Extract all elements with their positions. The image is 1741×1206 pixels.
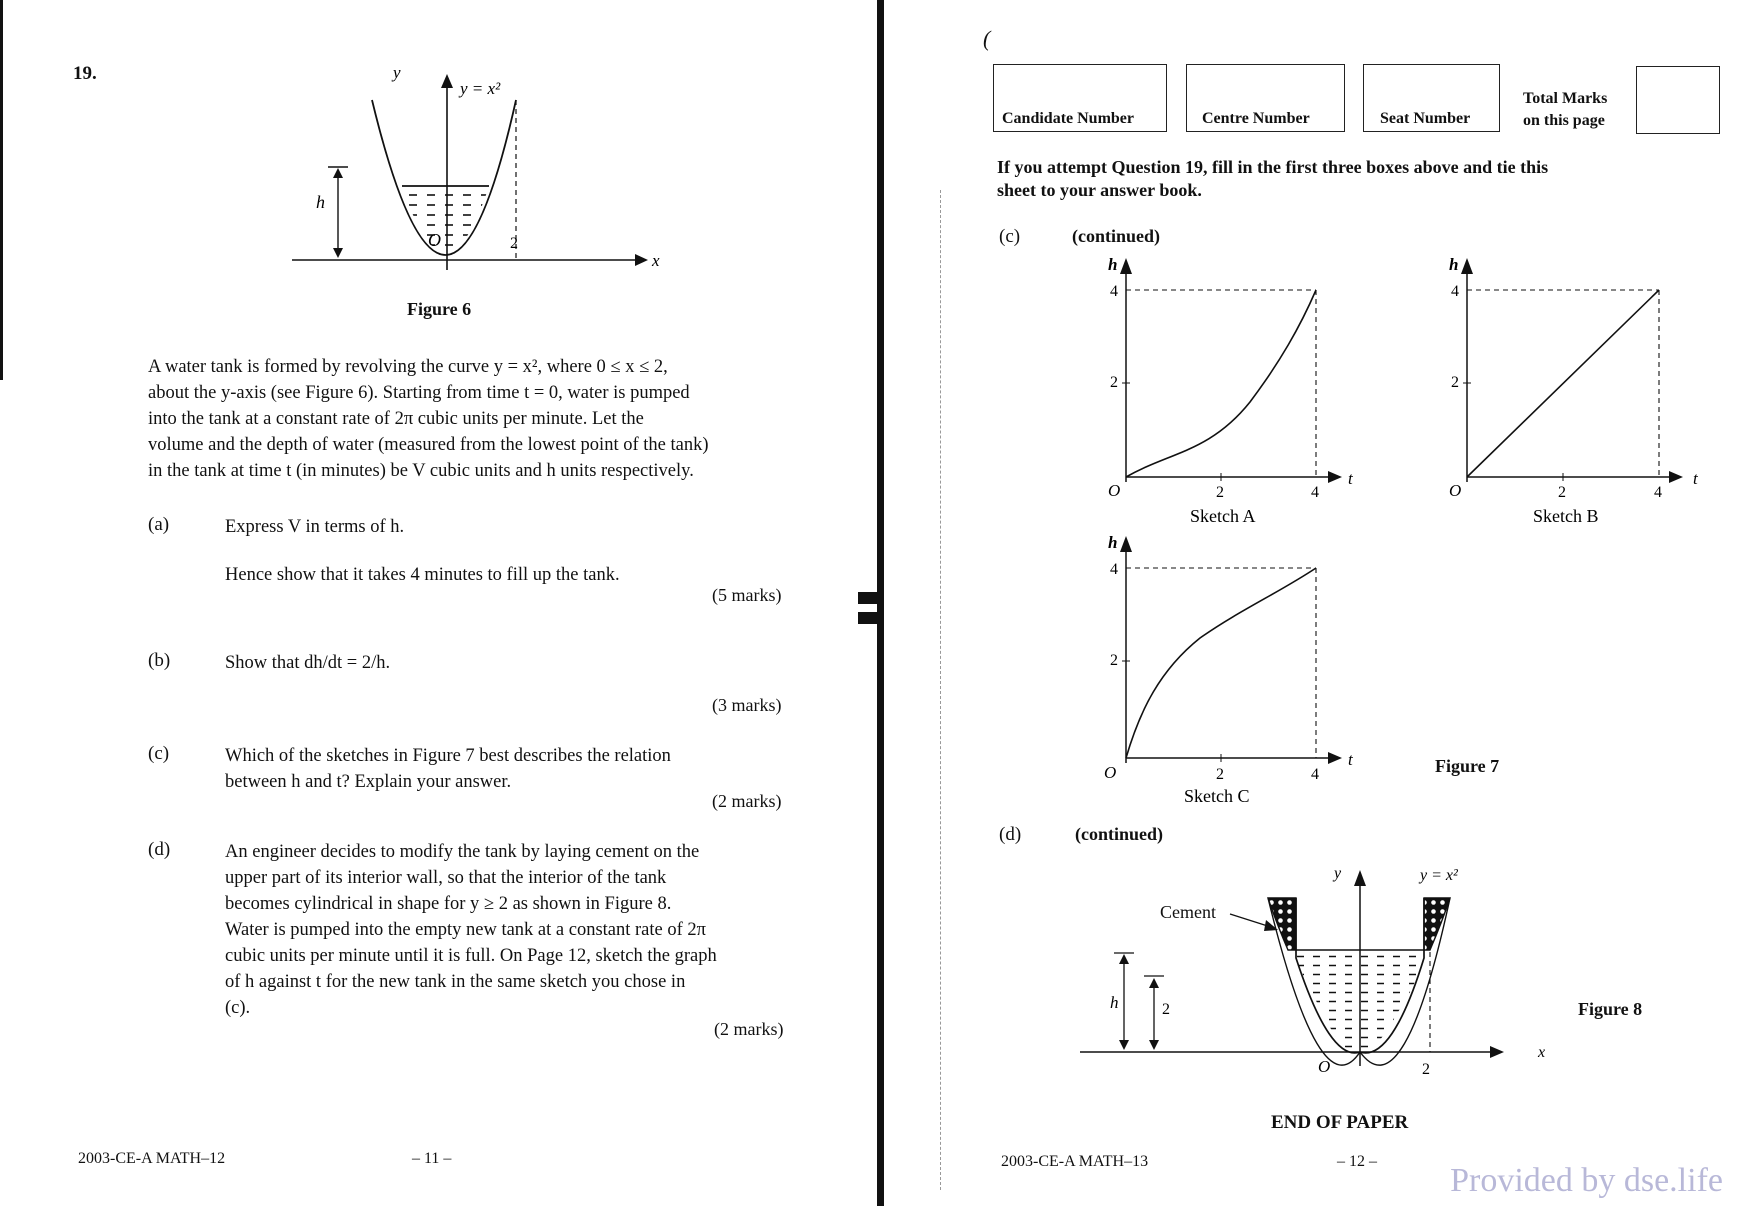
- tick-2-label: 2: [1110, 652, 1118, 669]
- footer-page-number: – 12 –: [1337, 1153, 1377, 1170]
- part-b-label: (b): [148, 650, 171, 671]
- question-intro: [148, 354, 793, 484]
- part-line: of h against t for the new tank in the same sketch you chose in: [225, 972, 686, 992]
- x-axis-label: x: [652, 251, 660, 270]
- part-line: cubic units per minute until it is full. On Page 12, sketch the graph: [225, 946, 717, 966]
- part-d-label: (d): [148, 839, 171, 860]
- intro-line: about the y-axis (see Figure 6). Starting from time t = 0, water is pumped: [148, 383, 690, 403]
- origin-label: O: [1104, 763, 1117, 782]
- total-marks-sublabel: on this page: [1523, 112, 1605, 129]
- x-axis-arrow: [635, 254, 648, 266]
- part-line: An engineer decides to modify the tank by laying cement on the: [225, 842, 700, 862]
- candidate-number-label: Candidate Number: [1002, 110, 1135, 127]
- t-axis-label: t: [1693, 469, 1698, 488]
- sketch-a-caption: Sketch A: [1190, 506, 1256, 526]
- sketch-c-graph: [1090, 530, 1370, 810]
- part-c-continued: (continued): [1072, 226, 1161, 246]
- h-axis-label: h: [1108, 533, 1118, 552]
- seat-number-label: Seat Number: [1380, 110, 1471, 127]
- part-line: Which of the sketches in Figure 7 best describes the relation: [225, 746, 671, 766]
- h-axis-label: h: [1449, 255, 1459, 274]
- part-b-marks: (3 marks): [712, 695, 782, 715]
- sketch-a-curve: [1126, 290, 1316, 477]
- figure-8-diagram: [1110, 862, 1570, 1082]
- part-c-text: [225, 743, 795, 795]
- y-axis-label: y: [393, 63, 401, 82]
- part-a-label: (a): [148, 514, 170, 535]
- tick-4-label: 4: [1311, 766, 1319, 783]
- intro-line: volume and the depth of water (measured from the lowest point of the tank): [148, 435, 709, 455]
- depth-label: h: [316, 192, 325, 212]
- sketch-c-caption: Sketch C: [1184, 786, 1250, 806]
- part-line: upper part of its interior wall, so that the interior of the tank: [225, 868, 667, 888]
- part-d-marks: (2 marks): [714, 1019, 784, 1039]
- part-line: Water is pumped into the empty new tank at a constant rate of 2π: [225, 920, 706, 940]
- origin-label: O: [1449, 481, 1462, 500]
- tick-2-label: 2: [1216, 484, 1224, 501]
- part-b-text: [225, 650, 795, 676]
- tick-4-label: 4: [1654, 484, 1662, 501]
- water-fill: [402, 186, 489, 252]
- sketch-b-line: [1467, 290, 1659, 477]
- part-d-text: [225, 839, 797, 1021]
- t-axis-label: t: [1348, 469, 1353, 488]
- intro-line: into the tank at a constant rate of 2π cubic units per minute. Let the: [148, 409, 644, 429]
- binding-mark: [858, 612, 882, 624]
- part-a-text: [225, 514, 795, 588]
- part-c-marks: (2 marks): [712, 791, 782, 811]
- sketch-b-caption: Sketch B: [1533, 506, 1599, 526]
- intro-line: in the tank at time t (in minutes) be V cubic units and h units respectively.: [148, 461, 694, 481]
- watermark: Provided by dse.life: [1450, 1162, 1723, 1199]
- binding-mark: [858, 592, 882, 604]
- part-line: becomes cylindrical in shape for y ≥ 2 as shown in Figure 8.: [225, 894, 672, 914]
- tick-4-label: 4: [1451, 283, 1459, 300]
- cement-left: [1268, 898, 1296, 950]
- figure-6-caption: Figure 6: [407, 299, 472, 319]
- t-axis-label: t: [1348, 750, 1353, 769]
- part-d-cont-label: (d): [999, 824, 1022, 845]
- tick-2-label: 2: [1110, 374, 1118, 391]
- question-number: 19.: [73, 63, 97, 84]
- x-axis-label: x: [1538, 1044, 1546, 1061]
- sketch-b-graph: [1431, 252, 1711, 527]
- part-d-continued: (continued): [1075, 824, 1164, 844]
- cement-right: [1424, 898, 1450, 950]
- part-line: Express V in terms of h.: [225, 517, 405, 537]
- paren-mark: (: [983, 26, 991, 51]
- part-line: Show that dh/dt = 2/h.: [225, 653, 391, 673]
- centre-number-label: Centre Number: [1202, 110, 1310, 127]
- y-axis-label: y: [1334, 865, 1342, 882]
- instruction-text: [997, 156, 1687, 202]
- origin-label: O: [428, 230, 441, 250]
- tick-2-label: 2: [510, 235, 518, 252]
- tick-2-label: 2: [1216, 766, 1224, 783]
- origin-label: O: [1108, 481, 1121, 500]
- part-c-label: (c): [148, 743, 170, 764]
- origin-label: O: [1318, 1057, 1331, 1076]
- perforation-line: [940, 190, 941, 1190]
- part-line: between h and t? Explain your answer.: [225, 772, 512, 792]
- sketch-a-graph: [1090, 252, 1370, 527]
- footer-code: 2003-CE-A MATH–13: [1001, 1153, 1149, 1170]
- tick-2-label: 2: [1422, 1061, 1430, 1078]
- instruction-line: sheet to your answer book.: [997, 180, 1202, 200]
- part-c-cont-label: (c): [999, 226, 1021, 247]
- figure-6-diagram: [280, 63, 660, 285]
- tick-4-label: 4: [1110, 561, 1118, 578]
- figure-7-caption: Figure 7: [1435, 756, 1500, 776]
- footer-code: 2003-CE-A MATH–12: [78, 1150, 226, 1167]
- height-label: 2: [1162, 1001, 1170, 1018]
- figure-8-caption: Figure 8: [1578, 999, 1643, 1019]
- curve-label: y = x²: [1420, 867, 1458, 884]
- depth-label: h: [1110, 993, 1119, 1012]
- curve-label: y = x²: [460, 79, 501, 98]
- intro-line: A water tank is formed by revolving the curve y = x², where 0 ≤ x ≤ 2,: [148, 357, 668, 377]
- page-edge-line: [0, 0, 3, 380]
- sketch-c-curve: [1126, 568, 1316, 758]
- tick-2-label: 2: [1558, 484, 1566, 501]
- end-of-paper: END OF PAPER: [1271, 1112, 1409, 1133]
- total-marks-box[interactable]: [1636, 66, 1720, 134]
- y-axis-arrow: [441, 74, 453, 88]
- footer-page-number: – 11 –: [412, 1150, 452, 1167]
- total-marks-label: Total Marks: [1523, 90, 1608, 107]
- part-a-marks: (5 marks): [712, 585, 782, 605]
- part-line: Hence show that it takes 4 minutes to fill up the tank.: [225, 565, 620, 585]
- h-axis-label: h: [1108, 255, 1118, 274]
- cement-label: Cement: [1160, 902, 1216, 922]
- tick-2-label: 2: [1451, 374, 1459, 391]
- tick-4-label: 4: [1110, 283, 1118, 300]
- part-line: (c).: [225, 998, 251, 1018]
- tick-4-label: 4: [1311, 484, 1319, 501]
- instruction-line: If you attempt Question 19, fill in the first three boxes above and tie this: [997, 157, 1549, 177]
